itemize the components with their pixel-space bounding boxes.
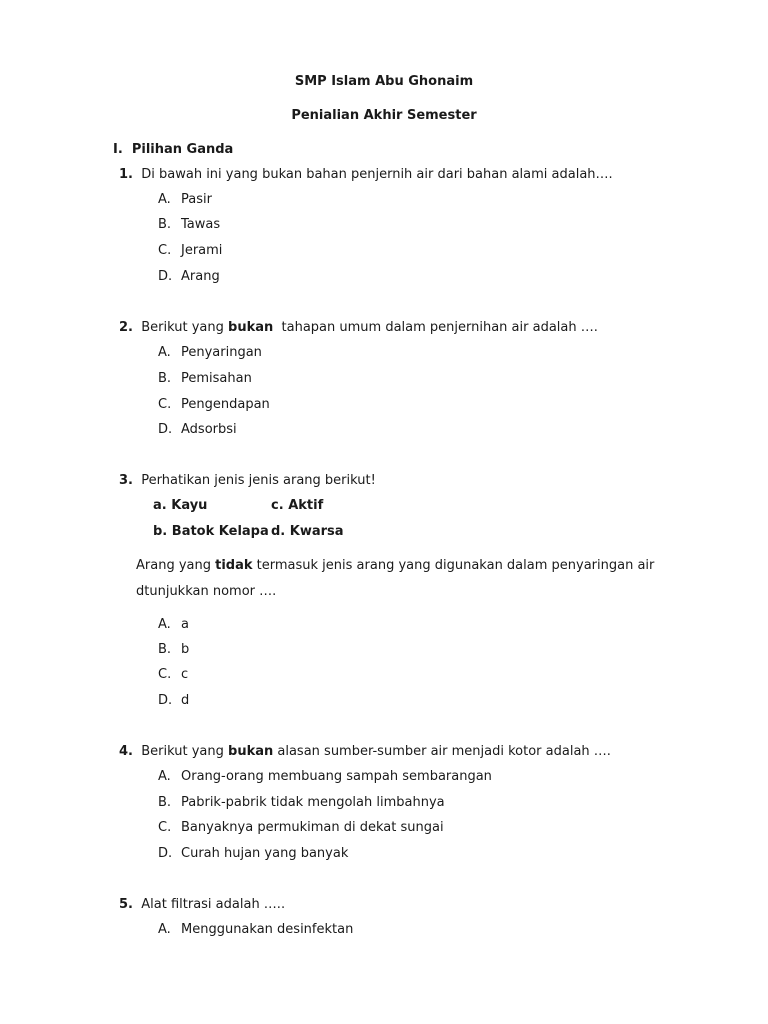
option-text: a [181, 617, 189, 632]
charcoal-list-item [271, 497, 323, 515]
option [158, 242, 222, 260]
charcoal-list-item [153, 497, 207, 515]
question-3 [119, 472, 376, 490]
question-4 [119, 743, 611, 761]
option-text: Tawas [181, 217, 221, 232]
option-letter: B. [158, 217, 172, 232]
option [158, 396, 270, 414]
option [158, 768, 492, 786]
option-letter: D. [158, 269, 173, 284]
option-text: Orang-orang membuang sampah sembarangan [181, 769, 492, 784]
option-letter: C. [158, 820, 172, 835]
option-text: Adsorbsi [181, 422, 237, 437]
option-letter: C. [158, 667, 172, 682]
question-1 [119, 166, 613, 184]
option-letter: D. [158, 422, 173, 437]
question-text: Alat filtrasi adalah ….. [141, 897, 286, 912]
option-text: Banyaknya permukiman di dekat sungai [181, 820, 444, 835]
option-text: Pabrik-pabrik tidak mengolah limbahnya [181, 795, 445, 810]
option [158, 641, 189, 659]
school-name: SMP Islam Abu Ghonaim [294, 74, 474, 89]
question-3-stem [136, 557, 654, 575]
question-number: 3. [119, 473, 133, 488]
option [158, 616, 189, 634]
option-letter: B. [158, 371, 172, 386]
question-5 [119, 896, 285, 914]
option-text: b [181, 642, 190, 657]
option [158, 692, 189, 710]
stem-text-pre: Arang yang [136, 558, 211, 573]
list-text: Kayu [171, 498, 208, 513]
list-letter: a. [153, 498, 167, 513]
question-2 [119, 319, 598, 337]
option [158, 845, 348, 863]
option [158, 819, 444, 837]
option-letter: A. [158, 192, 171, 207]
list-text: Aktif [288, 498, 324, 513]
option [158, 666, 188, 684]
option-text: c [181, 667, 189, 682]
question-3-stem-line2: dtunjukkan nomor …. [136, 584, 277, 599]
option-letter: B. [158, 642, 172, 657]
question-text-post: tahapan umum dalam penjernihan air adalah …. [281, 320, 598, 335]
option [158, 921, 353, 939]
option-text: Curah hujan yang banyak [181, 846, 349, 861]
list-letter: c. [271, 498, 284, 513]
option [158, 268, 220, 286]
option [158, 344, 262, 362]
option [158, 421, 237, 439]
option [158, 794, 445, 812]
section-title: Pilihan Ganda [131, 142, 234, 157]
option-letter: C. [158, 243, 172, 258]
option-letter: A. [158, 769, 171, 784]
list-text: Kwarsa [289, 524, 344, 539]
option-text: Pemisahan [181, 371, 252, 386]
list-letter: b. [153, 524, 168, 539]
charcoal-list-item [153, 523, 269, 541]
question-text: Di bawah ini yang bukan bahan penjernih air dari bahan alami adalah…. [141, 167, 613, 182]
question-text-post: alasan sumber-sumber air menjadi kotor adalah …. [277, 744, 611, 759]
option-letter: C. [158, 397, 172, 412]
option-text: Pasir [181, 192, 212, 207]
question-number: 4. [119, 744, 133, 759]
stem-text-post: termasuk jenis arang yang digunakan dalam penyaringan air [256, 558, 655, 573]
question-emphasis: bukan [228, 320, 274, 335]
option-text: Jerami [181, 243, 223, 258]
section-heading [113, 141, 233, 159]
list-text: Batok Kelapa [171, 524, 269, 539]
question-number: 1. [119, 167, 133, 182]
option-letter: B. [158, 795, 172, 810]
stem-emphasis: tidak [215, 558, 253, 573]
question-text-pre: Berikut yang [141, 744, 224, 759]
option-text: Menggunakan desinfektan [181, 922, 354, 937]
option-letter: A. [158, 922, 171, 937]
question-emphasis: bukan [228, 744, 274, 759]
option-letter: A. [158, 617, 171, 632]
option [158, 370, 252, 388]
exam-title: Penialian Akhir Semester [291, 108, 477, 123]
option-text: Penyaringan [181, 345, 262, 360]
option-text: d [181, 693, 190, 708]
option-letter: D. [158, 693, 173, 708]
option-text: Arang [181, 269, 220, 284]
option-text: Pengendapan [181, 397, 270, 412]
option [158, 216, 220, 234]
option-letter: D. [158, 846, 173, 861]
question-text-pre: Berikut yang [141, 320, 224, 335]
question-number: 5. [119, 897, 133, 912]
list-letter: d. [271, 524, 286, 539]
question-number: 2. [119, 320, 133, 335]
option [158, 191, 212, 209]
charcoal-list-item [271, 523, 344, 541]
option-letter: A. [158, 345, 171, 360]
section-roman: I. [113, 142, 123, 157]
question-text: Perhatikan jenis jenis arang berikut! [141, 473, 376, 488]
